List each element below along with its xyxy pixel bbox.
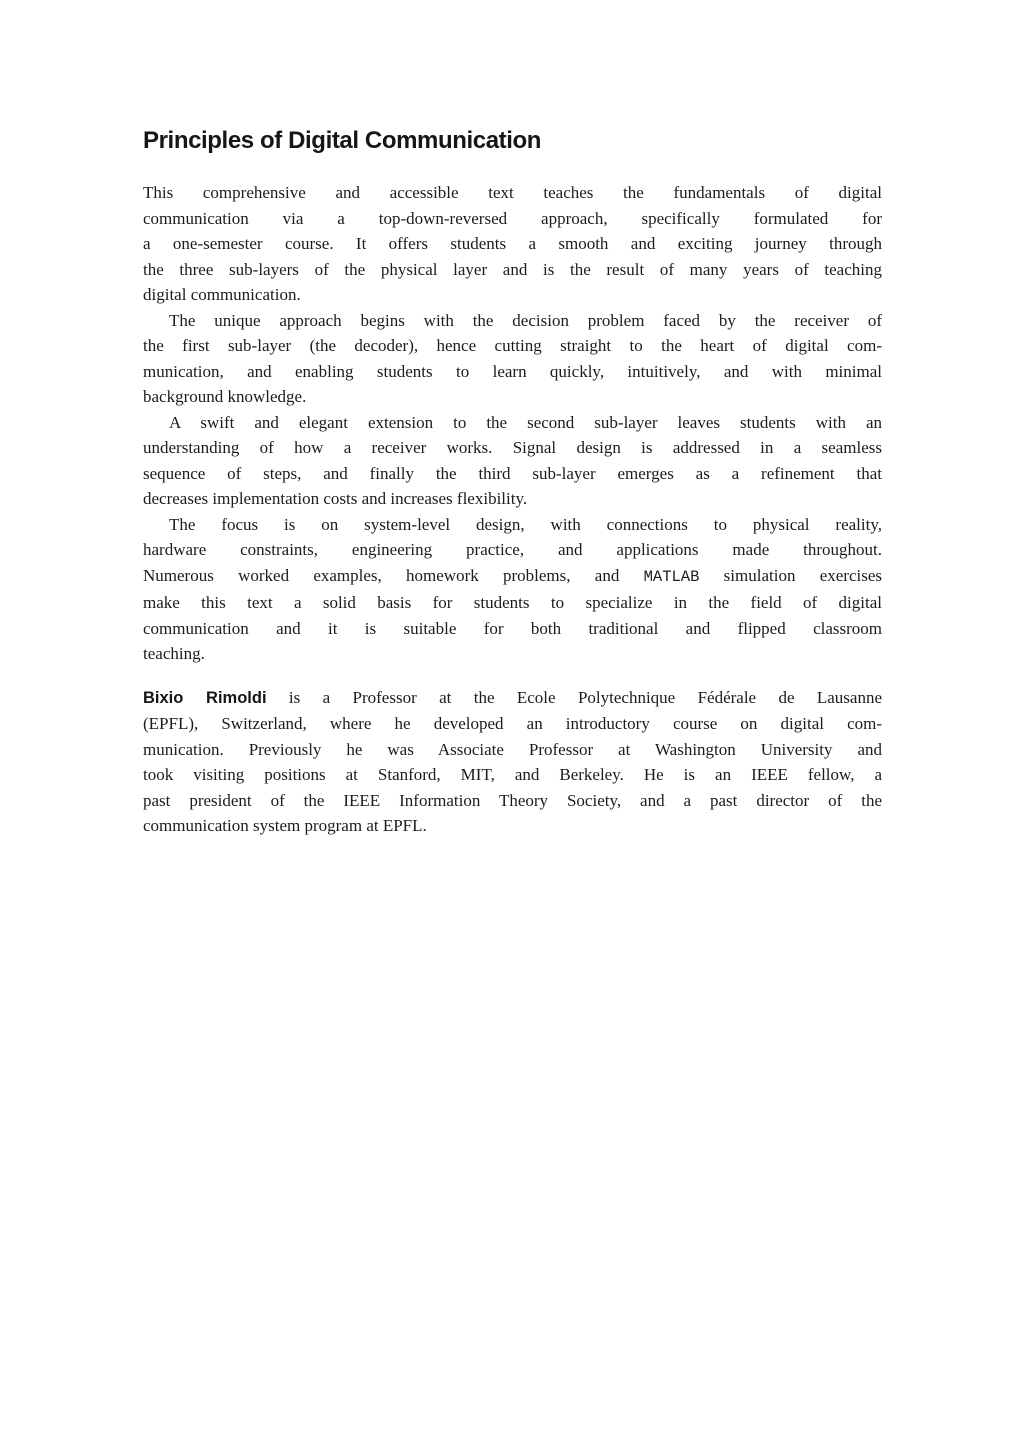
text-segment: teaching. bbox=[143, 644, 205, 663]
text-segment: the three sub-layers of the physical layer and is the result of many years of teaching bbox=[143, 259, 882, 279]
text-line bbox=[143, 641, 882, 667]
text-line bbox=[143, 788, 882, 814]
text-line bbox=[143, 257, 882, 283]
paragraph-author-bio bbox=[143, 685, 882, 839]
text-line bbox=[143, 711, 882, 737]
text-segment: communication via a top-down-reversed approach, specifically formulated for bbox=[143, 208, 882, 228]
text-segment: a one-semester course. It offers students a smooth and exciting journey through bbox=[143, 234, 882, 253]
paragraphs bbox=[143, 180, 882, 839]
text-segment: This comprehensive and accessible text teaches the fundamentals of digital bbox=[143, 183, 882, 202]
text-segment: background knowledge. bbox=[143, 387, 307, 406]
text-line bbox=[143, 685, 882, 712]
text-segment: (EPFL), Switzerland, where he developed an introductory course on digital com- bbox=[143, 714, 882, 733]
text-segment: munication, and enabling students to learn quickly, intuitively, and with minimal bbox=[143, 361, 882, 381]
text-line bbox=[143, 813, 882, 839]
text-line bbox=[143, 461, 882, 487]
text-line bbox=[143, 616, 882, 642]
text-line bbox=[143, 359, 882, 385]
text-line bbox=[143, 537, 882, 563]
text-line bbox=[143, 590, 882, 616]
text-segment: took visiting positions at Stanford, MIT, and Berkeley. He is an IEEE fellow, a bbox=[143, 765, 882, 784]
text-segment: sequence of steps, and finally the third sub-layer emerges as a refinement that bbox=[143, 463, 882, 483]
text-line bbox=[143, 308, 882, 334]
text-line bbox=[143, 737, 882, 763]
matlab-keyword: MATLAB bbox=[643, 567, 700, 586]
text-segment: munication. Previously he was Associate Professor at Washington University and bbox=[143, 739, 882, 759]
text-segment: The focus is on system-level design, with connections to physical reality, bbox=[169, 514, 882, 534]
text-line bbox=[143, 563, 882, 591]
text-line bbox=[143, 435, 882, 461]
paragraph-focus bbox=[143, 512, 882, 667]
text-line bbox=[143, 333, 882, 359]
text-line bbox=[143, 486, 882, 512]
text-segment: The unique approach begins with the decision problem faced by the receiver of bbox=[169, 310, 882, 330]
paragraph-overview bbox=[143, 180, 882, 308]
author-name: Bixio Rimoldi bbox=[143, 688, 267, 707]
text-line bbox=[143, 384, 882, 410]
text-segment: is a Professor at the Ecole Polytechnique Fédérale de Lausanne bbox=[266, 687, 883, 707]
text-line bbox=[143, 762, 882, 788]
paragraph-extension bbox=[143, 410, 882, 512]
text-segment: understanding of how a receiver works. Signal design is addressed in a seamless bbox=[143, 438, 882, 457]
text-segment: simulation exercises bbox=[699, 565, 882, 585]
text-segment: hardware constraints, engineering practice, and applications made throughout. bbox=[143, 540, 882, 559]
text-segment: decreases implementation costs and increases flexibility. bbox=[143, 489, 528, 508]
text-segment: make this text a solid basis for students to specialize in the field of digital bbox=[143, 593, 882, 612]
text-line bbox=[143, 180, 882, 206]
text-segment: digital communication. bbox=[143, 285, 301, 304]
page-title: Principles of Digital Communication bbox=[143, 127, 542, 154]
text-segment: communication and it is suitable for both traditional and flipped classroom bbox=[143, 618, 882, 638]
text-line bbox=[143, 206, 882, 232]
text-line bbox=[143, 231, 882, 257]
text-segment: A swift and elegant extension to the second sub-layer leaves students with an bbox=[169, 412, 882, 432]
text-segment: past president of the IEEE Information Theory Society, and a past director of the bbox=[143, 790, 882, 810]
text-column bbox=[143, 126, 882, 839]
text-segment: communication system program at EPFL. bbox=[143, 816, 427, 835]
text-line bbox=[143, 512, 882, 538]
text-line bbox=[143, 282, 882, 308]
text-line bbox=[143, 410, 882, 436]
text-segment: Numerous worked examples, homework problems, and bbox=[143, 565, 644, 585]
text-segment: the first sub-layer (the decoder), hence cutting straight to the heart of digital com- bbox=[143, 336, 882, 355]
paragraph-unique-approach bbox=[143, 308, 882, 410]
